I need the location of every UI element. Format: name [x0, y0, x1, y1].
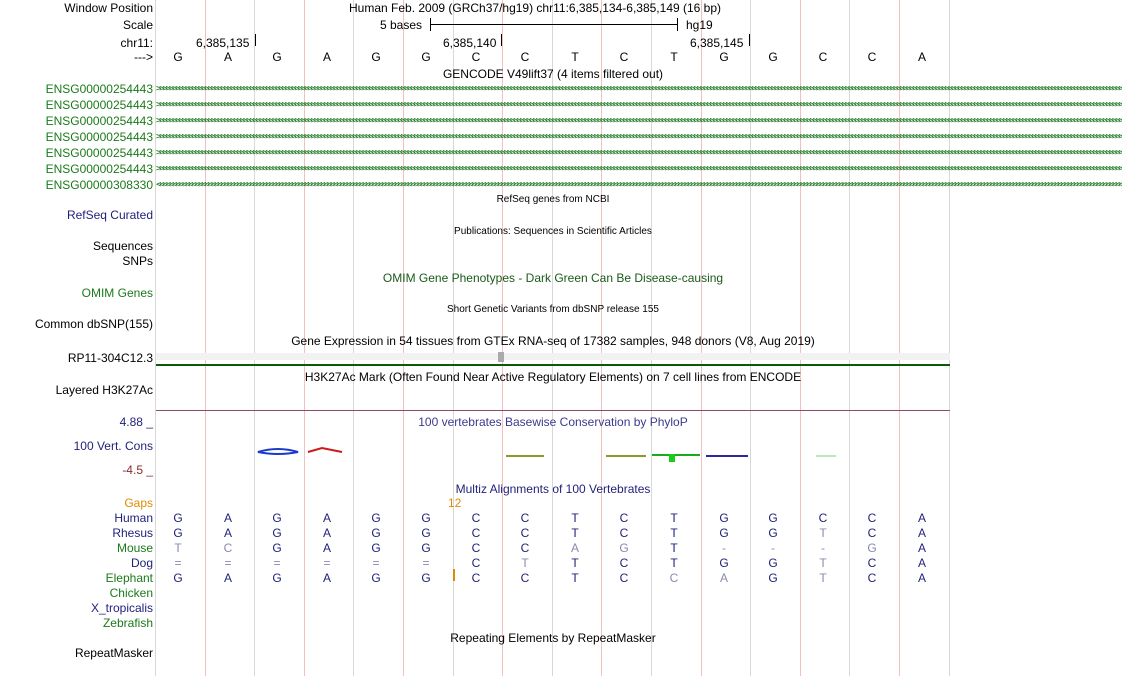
base-letter: C	[867, 50, 877, 64]
alignment-base: C	[471, 556, 481, 570]
dbsnp-title[interactable]: Short Genetic Variants from dbSNP release 155	[447, 304, 659, 315]
alignment-base: G	[768, 526, 778, 540]
alignment-base: T	[670, 511, 678, 525]
species-label[interactable]: Elephant	[105, 571, 153, 585]
alignment-base: C	[520, 526, 530, 540]
alignment-base: A	[322, 511, 331, 525]
alignment-base: T	[670, 526, 678, 540]
coord-tick-1	[255, 34, 256, 46]
gencode-gene-label[interactable]: ENSG00000254443	[45, 130, 153, 144]
alignment-base: =	[323, 556, 331, 570]
alignment-base: G	[619, 541, 629, 555]
alignment-base: G	[272, 511, 282, 525]
base-letter: T	[571, 50, 579, 64]
conservation-max-label: 4.88 _	[119, 415, 153, 429]
alignment-base: G	[867, 541, 877, 555]
publications-title[interactable]: Publications: Sequences in Scientific Articles	[454, 226, 652, 237]
alignment-base: C	[471, 571, 481, 585]
base-letter: C	[471, 50, 481, 64]
alignment-base: T	[819, 571, 827, 585]
conservation-label[interactable]: 100 Vert. Cons	[73, 439, 153, 453]
gtex-expression-box[interactable]	[498, 352, 504, 362]
base-letter: A	[917, 50, 926, 64]
scale-bar-left-cap	[430, 18, 431, 31]
gencode-gene-label[interactable]: ENSG00000254443	[45, 114, 153, 128]
repeatmasker-label[interactable]: RepeatMasker	[74, 646, 153, 660]
species-label[interactable]: Human	[114, 511, 153, 525]
alignment-base: G	[719, 511, 729, 525]
base-letter: T	[670, 50, 678, 64]
alignment-base: C	[619, 511, 629, 525]
alignment-base: C	[520, 511, 530, 525]
coord-tick-2	[501, 34, 502, 46]
assembly-label: hg19	[686, 18, 713, 32]
coord-label-3: 6,385,145	[690, 36, 744, 50]
rp11-label[interactable]: RP11-304C12.3	[67, 351, 153, 365]
refseq-title[interactable]: RefSeq genes from NCBI	[496, 194, 610, 205]
h3k27ac-title[interactable]: H3K27Ac Mark (Often Found Near Active Regulatory Elements) on 7 cell lines from ENCODE	[304, 370, 802, 384]
sequences-label[interactable]: Sequences	[92, 239, 153, 253]
alignment-base: T	[174, 541, 182, 555]
alignment-base: T	[670, 556, 678, 570]
alignment-base: T	[521, 556, 529, 570]
alignment-base: A	[223, 571, 232, 585]
conservation-red-mark	[308, 448, 342, 452]
species-label[interactable]: Zebrafish	[102, 616, 153, 630]
alignment-base: G	[421, 511, 431, 525]
alignment-base: C	[619, 556, 629, 570]
alignment-base: C	[818, 511, 828, 525]
conservation-min-label: -4.5 _	[122, 463, 153, 477]
window-position-label: Window Position	[64, 1, 153, 15]
alignment-base: A	[223, 526, 232, 540]
alignment-base: A	[917, 541, 926, 555]
species-label[interactable]: Mouse	[116, 541, 153, 555]
alignment-base: C	[471, 511, 481, 525]
phylop-title[interactable]: 100 vertebrates Basewise Conservation by PhyloP	[418, 415, 688, 429]
base-letter: G	[768, 50, 778, 64]
alignment-base: G	[719, 526, 729, 540]
alignment-base: G	[173, 526, 183, 540]
gencode-gene-feature[interactable]: >>>>>>>>>>>>>>>>>>>>>>>>>>>>>>>>>>>>>>>>>>>>>>>>>>>>>>>>>>>>>>>>>>>>>>>>>>>>>>>>>>>>>>>>>>>>>>>>>>>>>>>>>>>>>>>>>>>>>>>>>>>>>>>>>>>>>>>>>>>>>>>>>>>>>>>>>>>>>>>>>>>>>>>>>>>>>>>>>>>>>>>>>>>>>>>>>>>>>>>>>>>>>>>>>>>>>>>>>>>>>>>>>>>>>>>>>>>>>>>>>>>>>>>>>>>>>>>>>>>>>>>>>>>>>>>>>>>>>>>>>>>>>>>>>>>>>>>>>>>>	[156, 84, 1122, 94]
alignment-base: G	[173, 511, 183, 525]
alignment-base: A	[719, 571, 728, 585]
gencode-gene-label[interactable]: ENSG00000254443	[45, 82, 153, 96]
conservation-green-bar	[669, 454, 675, 462]
alignment-base: A	[917, 571, 926, 585]
alignment-base: T	[571, 556, 579, 570]
gencode-gene-feature[interactable]: >>>>>>>>>>>>>>>>>>>>>>>>>>>>>>>>>>>>>>>>>>>>>>>>>>>>>>>>>>>>>>>>>>>>>>>>>>>>>>>>>>>>>>>>>>>>>>>>>>>>>>>>>>>>>>>>>>>>>>>>>>>>>>>>>>>>>>>>>>>>>>>>>>>>>>>>>>>>>>>>>>>>>>>>>>>>>>>>>>>>>>>>>>>>>>>>>>>>>>>>>>>>>>>>>>>>>>>>>>>>>>>>>>>>>>>>>>>>>>>>>>>>>>>>>>>>>>>>>>>>>>>>>>>>>>>>>>>>>>>>>>>>>>>>>>>>>>>>>>>>	[156, 148, 1122, 158]
coord-label-1: 6,385,135	[196, 36, 250, 50]
h3k27ac-baseline	[156, 410, 950, 411]
base-letter: A	[322, 50, 331, 64]
base-letter: G	[371, 50, 381, 64]
scale-bar	[430, 24, 678, 25]
alignment-base: A	[570, 541, 579, 555]
alignment-base: C	[867, 556, 877, 570]
alignment-base: C	[867, 526, 877, 540]
alignment-base: C	[520, 541, 530, 555]
alignment-base: T	[670, 541, 678, 555]
species-label[interactable]: Rhesus	[112, 526, 153, 540]
alignment-base: G	[421, 526, 431, 540]
alignment-base: -	[821, 541, 825, 555]
base-letter: G	[173, 50, 183, 64]
alignment-base: G	[421, 541, 431, 555]
gencode-gene-feature[interactable]: >>>>>>>>>>>>>>>>>>>>>>>>>>>>>>>>>>>>>>>>>>>>>>>>>>>>>>>>>>>>>>>>>>>>>>>>>>>>>>>>>>>>>>>>>>>>>>>>>>>>>>>>>>>>>>>>>>>>>>>>>>>>>>>>>>>>>>>>>>>>>>>>>>>>>>>>>>>>>>>>>>>>>>>>>>>>>>>>>>>>>>>>>>>>>>>>>>>>>>>>>>>>>>>>>>>>>>>>>>>>>>>>>>>>>>>>>>>>>>>>>>>>>>>>>>>>>>>>>>>>>>>>>>>>>>>>>>>>>>>>>>>>>>>>>>>>>>>>>>>>	[156, 116, 1122, 126]
alignment-base: C	[223, 541, 233, 555]
alignment-base: =	[174, 556, 182, 570]
multiz-title[interactable]: Multiz Alignments of 100 Vertebrates	[455, 482, 651, 496]
alignment-base: A	[917, 511, 926, 525]
alignment-base: G	[272, 526, 282, 540]
alignment-base: G	[371, 511, 381, 525]
alignment-base: =	[372, 556, 380, 570]
alignment-base: G	[173, 571, 183, 585]
alignment-base: =	[224, 556, 232, 570]
species-label[interactable]: Dog	[130, 556, 153, 570]
omim-label[interactable]: OMIM Genes	[81, 286, 153, 300]
alignment-base: C	[471, 526, 481, 540]
alignment-base: G	[768, 556, 778, 570]
alignment-base: T	[571, 571, 579, 585]
base-letter: G	[719, 50, 729, 64]
base-letter: C	[619, 50, 629, 64]
alignment-base: =	[422, 556, 430, 570]
refseq-label[interactable]: RefSeq Curated	[66, 208, 153, 222]
elephant-gap-marker	[453, 569, 455, 581]
gaps-label[interactable]: Gaps	[124, 496, 153, 510]
alignment-base: A	[223, 511, 232, 525]
coord-tick-3	[749, 34, 750, 46]
scale-bar-right-cap	[677, 18, 678, 31]
alignment-base: G	[768, 511, 778, 525]
gap-count: 12	[448, 496, 462, 510]
alignment-base: T	[819, 526, 827, 540]
position-text: Human Feb. 2009 (GRCh37/hg19) chr11:6,385,134-6,385,149 (16 bp)	[349, 1, 722, 15]
alignment-base: T	[819, 556, 827, 570]
alignment-base: G	[371, 571, 381, 585]
base-letter: A	[223, 50, 232, 64]
chromosome-label: chr11:	[120, 36, 153, 50]
alignment-base: A	[917, 556, 926, 570]
layered-h3k27ac-label[interactable]: Layered H3K27Ac	[55, 383, 153, 397]
gencode-gene-feature[interactable]: >>>>>>>>>>>>>>>>>>>>>>>>>>>>>>>>>>>>>>>>>>>>>>>>>>>>>>>>>>>>>>>>>>>>>>>>>>>>>>>>>>>>>>>>>>>>>>>>>>>>>>>>>>>>>>>>>>>>>>>>>>>>>>>>>>>>>>>>>>>>>>>>>>>>>>>>>>>>>>>>>>>>>>>>>>>>>>>>>>>>>>>>>>>>>>>>>>>>>>>>>>>>>>>>>>>>>>>>>>>>>>>>>>>>>>>>>>>>>>>>>>>>>>>>>>>>>>>>>>>>>>>>>>>>>>>>>>>>>>>>>>>>>>>>>>>>>>>>>>>>	[156, 164, 1122, 174]
alignment-base: C	[867, 511, 877, 525]
gencode-gene-label[interactable]: ENSG00000254443	[45, 162, 153, 176]
alignment-base: -	[771, 541, 775, 555]
alignment-base: G	[272, 571, 282, 585]
alignment-base: T	[571, 511, 579, 525]
gtex-gene-bar[interactable]	[156, 353, 950, 360]
alignment-base: -	[722, 541, 726, 555]
alignment-base: G	[371, 541, 381, 555]
species-label[interactable]: Chicken	[109, 586, 153, 600]
scale-text: 5 bases	[380, 18, 423, 32]
base-letter: C	[520, 50, 530, 64]
repeatmasker-title[interactable]: Repeating Elements by RepeatMasker	[450, 631, 656, 645]
base-letter: C	[818, 50, 828, 64]
alignment-base: G	[421, 571, 431, 585]
gtex-baseline	[156, 364, 950, 366]
alignment-base: A	[322, 541, 331, 555]
gencode-gene-feature[interactable]: >>>>>>>>>>>>>>>>>>>>>>>>>>>>>>>>>>>>>>>>>>>>>>>>>>>>>>>>>>>>>>>>>>>>>>>>>>>>>>>>>>>>>>>>>>>>>>>>>>>>>>>>>>>>>>>>>>>>>>>>>>>>>>>>>>>>>>>>>>>>>>>>>>>>>>>>>>>>>>>>>>>>>>>>>>>>>>>>>>>>>>>>>>>>>>>>>>>>>>>>>>>>>>>>>>>>>>>>>>>>>>>>>>>>>>>>>>>>>>>>>>>>>>>>>>>>>>>>>>>>>>>>>>>>>>>>>>>>>>>>>>>>>>>>>>>>>>>>>>>>	[156, 100, 1122, 110]
alignment-base: C	[867, 571, 877, 585]
gencode-gene-feature[interactable]: <<<<<<<<<<<<<<<<<<<<<<<<<<<<<<<<<<<<<<<<<<<<<<<<<<<<<<<<<<<<<<<<<<<<<<<<<<<<<<<<<<<<<<<<<<<<<<<<<<<<<<<<<<<<<<<<<<<<<<<<<<<<<<<<<<<<<<<<<<<<<<<<<<<<<<<<<<<<<<<<<<<<<<<<<<<<<<<<<<<<<<<<<<<<<<<<<<<<<<<<<<<<<<<<<<<<<<<<<<<<<<<<<<<<<<<<<<<<<<<<<<<<<<<<<<<<<<<<<<<<<<<<<<<<<<<<<<<<<<<<<<<<<<<<<<<<<<<<<<<<	[156, 180, 1122, 190]
gtex-title[interactable]: Gene Expression in 54 tissues from GTEx RNA-seq of 17382 samples, 948 donors (V8, Aug 2019)	[291, 334, 815, 348]
base-letter: G	[272, 50, 282, 64]
omim-title[interactable]: OMIM Gene Phenotypes - Dark Green Can Be Disease-causing	[382, 271, 724, 285]
alignment-base: A	[322, 526, 331, 540]
alignment-base: C	[520, 571, 530, 585]
base-letter: G	[421, 50, 431, 64]
alignment-base: =	[273, 556, 281, 570]
gencode-gene-label[interactable]: ENSG00000308330	[45, 178, 153, 192]
strand-arrow-label[interactable]: --->	[134, 50, 153, 64]
alignment-base: C	[471, 541, 481, 555]
alignment-base: G	[371, 526, 381, 540]
coord-label-2: 6,385,140	[443, 36, 497, 50]
alignment-base: C	[619, 571, 629, 585]
alignment-base: C	[619, 526, 629, 540]
gencode-gene-feature[interactable]: >>>>>>>>>>>>>>>>>>>>>>>>>>>>>>>>>>>>>>>>>>>>>>>>>>>>>>>>>>>>>>>>>>>>>>>>>>>>>>>>>>>>>>>>>>>>>>>>>>>>>>>>>>>>>>>>>>>>>>>>>>>>>>>>>>>>>>>>>>>>>>>>>>>>>>>>>>>>>>>>>>>>>>>>>>>>>>>>>>>>>>>>>>>>>>>>>>>>>>>>>>>>>>>>>>>>>>>>>>>>>>>>>>>>>>>>>>>>>>>>>>>>>>>>>>>>>>>>>>>>>>>>>>>>>>>>>>>>>>>>>>>>>>>>>>>>>>>>>>>>	[156, 132, 1122, 142]
gencode-gene-label[interactable]: ENSG00000254443	[45, 146, 153, 160]
snps-label[interactable]: SNPs	[122, 254, 153, 268]
alignment-base: G	[768, 571, 778, 585]
gencode-title[interactable]: GENCODE V49lift37 (4 items filtered out)	[442, 67, 664, 81]
alignment-base: T	[571, 526, 579, 540]
gencode-gene-label[interactable]: ENSG00000254443	[45, 98, 153, 112]
conservation-plot[interactable]	[156, 440, 950, 470]
scale-label: Scale	[122, 18, 153, 32]
alignment-base: A	[917, 526, 926, 540]
conservation-blue-mark	[258, 449, 298, 454]
common-dbsnp-label[interactable]: Common dbSNP(155)	[34, 317, 153, 331]
alignment-base: C	[669, 571, 679, 585]
alignment-base: G	[272, 541, 282, 555]
alignment-base: G	[719, 556, 729, 570]
species-label[interactable]: X_tropicalis	[90, 601, 153, 615]
alignment-base: A	[322, 571, 331, 585]
